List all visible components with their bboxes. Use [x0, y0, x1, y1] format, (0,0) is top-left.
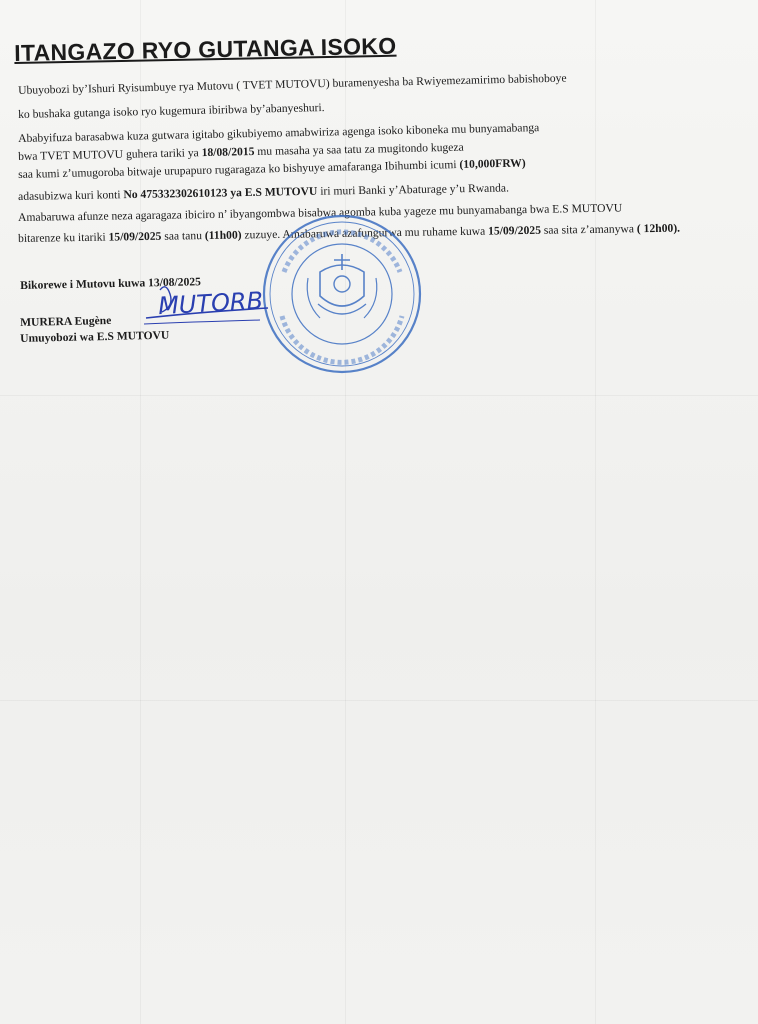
- body-line-7: Amabaruwa afunze neza agaragaza ibiciro n’ ibyangombwa bisabwa agomba kuba yageze mu bunyamabanga bwa E.S MUTOVU: [18, 201, 623, 224]
- document-title: ITANGAZO RYO GUTANGA ISOKO: [14, 32, 397, 66]
- fold-line: [595, 0, 596, 1024]
- body-line-1: Ubuyobozi by’Ishuri Ryisumbuye rya Mutovu ( TVET MUTOVU) buramenyesha ba Rwiyemezamirimo babishoboye: [18, 71, 567, 97]
- fee-amount: (10,000FRW): [459, 156, 526, 171]
- body-line-5: saa kumi z’umugoroba bitwaje urupapuro rugaragaza ko bishyuye amafaranga Ibihumbi icumi (10,000FRW): [18, 156, 526, 181]
- fold-line: [0, 395, 758, 396]
- signatory-name: MURERA Eugène: [20, 313, 112, 329]
- official-stamp: [260, 212, 425, 377]
- signing-place-date: Bikorewe i Mutovu kuwa 13/08/2025: [20, 275, 202, 292]
- start-date: 18/08/2015: [201, 145, 255, 160]
- opening-time: ( 12h00).: [636, 221, 681, 236]
- handwritten-signature: [140, 272, 275, 332]
- body-line-2: ko bushaka gutanga isoko ryo kugemura ibiribwa by’abanyeshuri.: [18, 101, 325, 121]
- opening-date: 15/09/2025: [488, 223, 542, 238]
- fold-line: [0, 700, 758, 701]
- deadline-time: (11h00): [204, 228, 242, 243]
- svg-text:MUTORB: MUTORB: [157, 286, 264, 321]
- bank-account: No 475332302610123 ya E.S MUTOVU: [123, 184, 318, 202]
- body-line-6: adasubizwa kuri konti No 475332302610123 ya E.S MUTOVU iri muri Banki y’Abaturage y’u Rwanda.: [18, 181, 510, 203]
- deadline-date: 15/09/2025: [108, 229, 162, 244]
- signatory-role: Umuyobozi wa E.S MUTOVU: [20, 328, 170, 345]
- body-line-3: Ababyifuza barasabwa kuza gutwara igitabo gikubiyemo amabwiriza agenga isoko kiboneka mu bunyamabanga: [18, 121, 540, 145]
- body-line-4: bwa TVET MUTOVU guhera tariki ya 18/08/2015 mu masaha ya saa tatu za mugitondo kugeza: [18, 140, 464, 163]
- body-line-8: bitarenze ku itariki 15/09/2025 saa tanu (11h00) zuzuye. Amabaruwa azafungurwa mu ruhame kuwa 15/09/2025 saa sita z’amanywa ( 12h00).: [18, 221, 681, 245]
